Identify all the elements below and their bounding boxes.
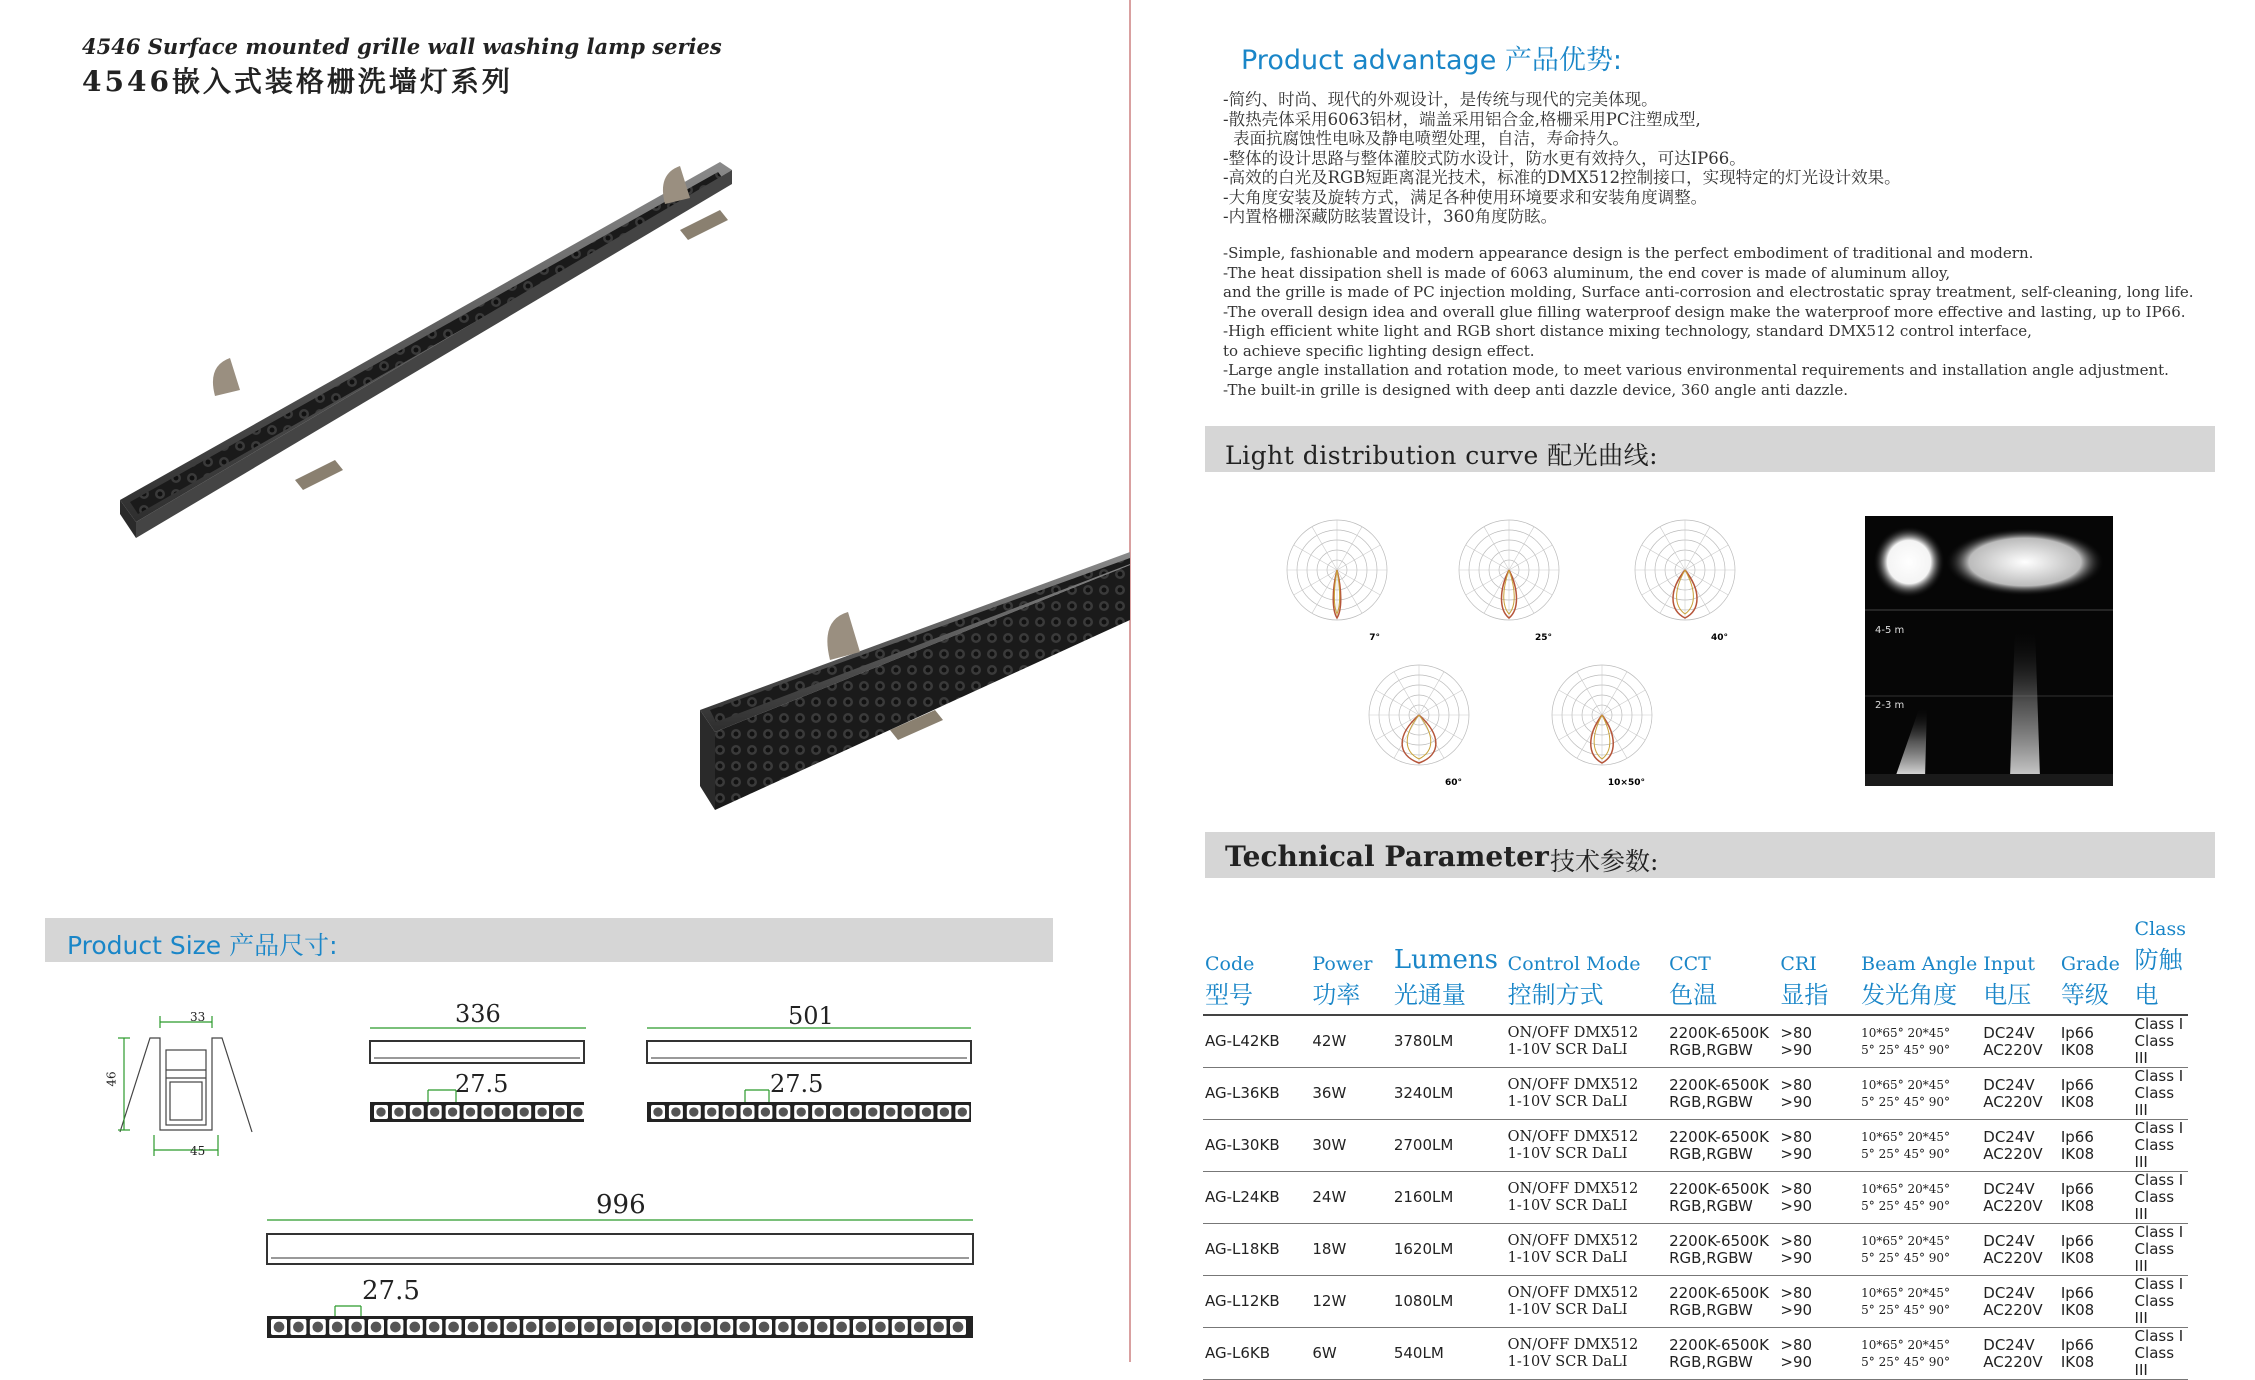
col-code: Code 型号 bbox=[1205, 953, 1255, 1009]
cri-cell: >80 >90 bbox=[1780, 1127, 1813, 1163]
col-control: Control Mode 控制方式 bbox=[1507, 953, 1641, 1009]
polar-angle-label: 25° bbox=[1534, 633, 1552, 643]
cri-cell: >80 >90 bbox=[1780, 1179, 1813, 1215]
code-cell: AG-L24KB bbox=[1205, 1188, 1280, 1206]
profile-height: 46 bbox=[104, 1071, 119, 1087]
input-cell: DC24V AC220V bbox=[1983, 1023, 2043, 1059]
beam-cell: 10*65° 20*45° 5° 25° 45° 90° bbox=[1861, 1233, 1951, 1265]
advantage-cn-line: -大角度安装及旋转方式，满足各种使用环境要求和安装角度调整。 bbox=[1223, 187, 1708, 207]
power-cell: 36W bbox=[1312, 1084, 1347, 1102]
tech-param-table bbox=[1203, 918, 2188, 1380]
lumens-cell: 1620LM bbox=[1393, 1240, 1454, 1258]
input-cell: DC24V AC220V bbox=[1983, 1127, 2043, 1163]
cri-cell: >80 >90 bbox=[1780, 1023, 1813, 1059]
table-row bbox=[1203, 1328, 2188, 1380]
tech-param-title-cn: 技术参数: bbox=[1550, 847, 1659, 876]
col-cct: CCT 色温 bbox=[1669, 953, 1718, 1009]
control-cell: ON/OFF DMX512 1-10V SCR DaLI bbox=[1507, 1128, 1639, 1162]
code-cell: AG-L12KB bbox=[1205, 1292, 1280, 1310]
lumens-cell: 3240LM bbox=[1393, 1084, 1454, 1102]
cri-cell: >80 >90 bbox=[1780, 1231, 1813, 1267]
lumens-cell: 540LM bbox=[1393, 1344, 1444, 1362]
cct-cell: 2200K-6500K RGB,RGBW bbox=[1669, 1335, 1769, 1371]
profile-width-bottom: 45 bbox=[190, 1144, 206, 1158]
col-lumens: Lumens 光通量 bbox=[1393, 945, 1498, 1009]
table-row bbox=[1203, 1276, 2188, 1328]
control-cell: ON/OFF DMX512 1-10V SCR DaLI bbox=[1507, 1284, 1639, 1318]
beam-effect-photo bbox=[1865, 516, 2113, 786]
beam-cell: 10*65° 20*45° 5° 25° 45° 90° bbox=[1861, 1129, 1951, 1161]
class-cell: Class I Class III bbox=[2134, 1015, 2184, 1067]
advantage-en-line: -The overall design idea and overall glue filling waterproof design make the waterproof more effective and lasting, up to IP66. bbox=[1223, 302, 2186, 321]
grade-cell: Ip66 IK08 bbox=[2060, 1231, 2095, 1267]
lumens-cell: 1080LM bbox=[1393, 1292, 1454, 1310]
control-cell: ON/OFF DMX512 1-10V SCR DaLI bbox=[1507, 1076, 1639, 1110]
power-cell: 6W bbox=[1312, 1344, 1337, 1362]
control-cell: ON/OFF DMX512 1-10V SCR DaLI bbox=[1507, 1024, 1639, 1058]
control-cell: ON/OFF DMX512 1-10V SCR DaLI bbox=[1507, 1336, 1639, 1370]
lamp-long bbox=[120, 162, 732, 538]
class-cell: Class I Class III bbox=[2134, 1275, 2184, 1327]
light-distribution-bar bbox=[1205, 426, 2215, 472]
beam-cell: 10*65° 20*45° 5° 25° 45° 90° bbox=[1861, 1077, 1951, 1109]
light-distribution-title: Light distribution curve 配光曲线: bbox=[1225, 441, 1659, 470]
grade-cell: Ip66 IK08 bbox=[2060, 1335, 2095, 1371]
grade-cell: Ip66 IK08 bbox=[2060, 1283, 2095, 1319]
advantage-en-line: -The heat dissipation shell is made of 6063 aluminum, the end cover is made of aluminum alloy, bbox=[1223, 263, 1951, 282]
grade-cell: Ip66 IK08 bbox=[2060, 1127, 2095, 1163]
lumens-cell: 3780LM bbox=[1393, 1032, 1454, 1050]
product-size-bar bbox=[45, 918, 1053, 962]
grade-cell: Ip66 IK08 bbox=[2060, 1023, 2095, 1059]
class-cell: Class I Class III bbox=[2134, 1171, 2184, 1223]
pitch-996: 27.5 bbox=[362, 1276, 420, 1306]
cct-cell: 2200K-6500K RGB,RGBW bbox=[1669, 1283, 1769, 1319]
code-cell: AG-L36KB bbox=[1205, 1084, 1280, 1102]
advantage-cn-line: 表面抗腐蚀性电咏及静电喷塑处理，自洁，寿命持久。 bbox=[1233, 129, 1629, 148]
input-cell: DC24V AC220V bbox=[1983, 1179, 2043, 1215]
advantage-title: Product advantage 产品优势: bbox=[1241, 45, 1622, 76]
col-power: Power 功率 bbox=[1312, 953, 1373, 1009]
size-drawing-996 bbox=[265, 1210, 977, 1340]
series-title-en: 4546 Surface mounted grille wall washing lamp series bbox=[82, 34, 722, 59]
table-row bbox=[1203, 1068, 2188, 1120]
advantage-cn-line: -高效的白光及RGB短距离混光技术，标准的DMX512控制接口，实现特定的灯光设计效果。 bbox=[1223, 168, 1901, 187]
table-row bbox=[1203, 1015, 2188, 1068]
beam-cell: 10*65° 20*45° 5° 25° 45° 90° bbox=[1861, 1285, 1951, 1317]
beam-cell: 10*65° 20*45° 5° 25° 45° 90° bbox=[1861, 1337, 1951, 1369]
profile-width-top: 33 bbox=[190, 1010, 206, 1024]
tech-param-title-en: Technical Parameter bbox=[1225, 840, 1549, 873]
code-cell: AG-L18KB bbox=[1205, 1240, 1280, 1258]
table-row bbox=[1203, 1224, 2188, 1276]
product-size-title: Product Size 产品尺寸: bbox=[67, 931, 338, 960]
advantage-cn-line: -内置格栅深藏防眩装置设计，360角度防眩。 bbox=[1223, 207, 1558, 226]
input-cell: DC24V AC220V bbox=[1983, 1335, 2043, 1371]
col-cri: CRI 显指 bbox=[1780, 953, 1829, 1009]
power-cell: 30W bbox=[1312, 1136, 1347, 1154]
advantage-en-line: and the grille is made of PC injection molding, Surface anti-corrosion and electrostatic spray treatment, self-cleaning, long life. bbox=[1223, 283, 2194, 301]
table-row bbox=[1203, 1120, 2188, 1172]
length-501: 501 bbox=[788, 1002, 834, 1030]
power-cell: 12W bbox=[1312, 1292, 1347, 1310]
cct-cell: 2200K-6500K RGB,RGBW bbox=[1669, 1179, 1769, 1215]
advantage-en-line: -High efficient white light and RGB short distance mixing technology, standard DMX512 control interface, bbox=[1223, 322, 2032, 340]
power-cell: 24W bbox=[1312, 1188, 1347, 1206]
col-beam: Beam Angle 发光角度 bbox=[1861, 953, 1978, 1009]
lumens-cell: 2700LM bbox=[1393, 1136, 1454, 1154]
polar-chart bbox=[1280, 515, 1395, 645]
polar-chart bbox=[1545, 660, 1660, 790]
class-cell: Class I Class III bbox=[2134, 1223, 2184, 1275]
class-cell: Class I Class III bbox=[2134, 1067, 2184, 1119]
cct-cell: 2200K-6500K RGB,RGBW bbox=[1669, 1231, 1769, 1267]
cct-cell: 2200K-6500K RGB,RGBW bbox=[1669, 1075, 1769, 1111]
polar-angle-label: 7° bbox=[1369, 633, 1380, 643]
power-cell: 18W bbox=[1312, 1240, 1347, 1258]
length-336: 336 bbox=[455, 1000, 501, 1028]
lumens-cell: 2160LM bbox=[1393, 1188, 1454, 1206]
distance-label-far: 4-5 m bbox=[1875, 625, 1905, 636]
control-cell: ON/OFF DMX512 1-10V SCR DaLI bbox=[1507, 1232, 1639, 1266]
input-cell: DC24V AC220V bbox=[1983, 1231, 2043, 1267]
power-cell: 42W bbox=[1312, 1032, 1347, 1050]
advantage-cn-line: -散热壳体采用6063铝材，端盖采用铝合金,格栅采用PC注塑成型, bbox=[1223, 109, 1701, 129]
advantage-en-line: -The built-in grille is designed with deep anti dazzle device, 360 angle anti dazzle. bbox=[1223, 380, 1848, 399]
table-header-row bbox=[1203, 918, 2188, 1015]
cct-cell: 2200K-6500K RGB,RGBW bbox=[1669, 1127, 1769, 1163]
col-class: Class 防触电 bbox=[2134, 918, 2186, 1009]
code-cell: AG-L42KB bbox=[1205, 1032, 1280, 1050]
polar-chart bbox=[1628, 515, 1743, 645]
code-cell: AG-L6KB bbox=[1205, 1344, 1271, 1362]
input-cell: DC24V AC220V bbox=[1983, 1075, 2043, 1111]
beam-cell: 10*65° 20*45° 5° 25° 45° 90° bbox=[1861, 1181, 1951, 1213]
cri-cell: >80 >90 bbox=[1780, 1335, 1813, 1371]
advantage-cn-line: -整体的设计思路与整体灌胶式防水设计，防水更有效持久，可达IP66。 bbox=[1223, 148, 1746, 168]
cct-cell: 2200K-6500K RGB,RGBW bbox=[1669, 1023, 1769, 1059]
advantage-cn-line: -简约、时尚、现代的外观设计，是传统与现代的完美体现。 bbox=[1223, 90, 1658, 109]
beam-cell: 10*65° 20*45° 5° 25° 45° 90° bbox=[1861, 1025, 1951, 1057]
tech-param-bar bbox=[1205, 832, 2215, 878]
col-grade: Grade 等级 bbox=[2060, 953, 2120, 1009]
code-cell: AG-L30KB bbox=[1205, 1136, 1280, 1154]
advantage-en-line: -Simple, fashionable and modern appearance design is the perfect embodiment of traditional and modern. bbox=[1223, 244, 2034, 262]
lamp-short bbox=[700, 552, 1130, 810]
pitch-336: 27.5 bbox=[455, 1070, 509, 1098]
advantage-en-list bbox=[1223, 244, 2223, 400]
table-row bbox=[1203, 1172, 2188, 1224]
class-cell: Class I Class III bbox=[2134, 1119, 2184, 1171]
grade-cell: Ip66 IK08 bbox=[2060, 1075, 2095, 1111]
grade-cell: Ip66 IK08 bbox=[2060, 1179, 2095, 1215]
advantage-cn-list bbox=[1223, 90, 2183, 227]
control-cell: ON/OFF DMX512 1-10V SCR DaLI bbox=[1507, 1180, 1639, 1214]
cri-cell: >80 >90 bbox=[1780, 1075, 1813, 1111]
advantage-en-line: to achieve specific lighting design effect. bbox=[1223, 341, 1535, 360]
length-996: 996 bbox=[596, 1190, 646, 1220]
series-title-cn: 4546嵌入式装格栅洗墙灯系列 bbox=[82, 65, 513, 98]
lamp-product-images bbox=[120, 150, 1130, 830]
class-cell: Class I Class III bbox=[2134, 1327, 2184, 1379]
advantage-en-line: -Large angle installation and rotation mode, to meet various environmental requirements and installation angle adjustment. bbox=[1223, 361, 2169, 379]
polar-angle-label: 60° bbox=[1444, 778, 1462, 788]
polar-chart bbox=[1452, 515, 1567, 645]
pitch-501: 27.5 bbox=[770, 1070, 824, 1098]
polar-angle-label: 40° bbox=[1710, 633, 1728, 643]
col-input: Input 电压 bbox=[1983, 953, 2036, 1009]
polar-angle-label: 10×50° bbox=[1607, 778, 1645, 788]
cri-cell: >80 >90 bbox=[1780, 1283, 1813, 1319]
polar-chart bbox=[1362, 660, 1477, 790]
distance-label-near: 2-3 m bbox=[1875, 700, 1905, 711]
input-cell: DC24V AC220V bbox=[1983, 1283, 2043, 1319]
